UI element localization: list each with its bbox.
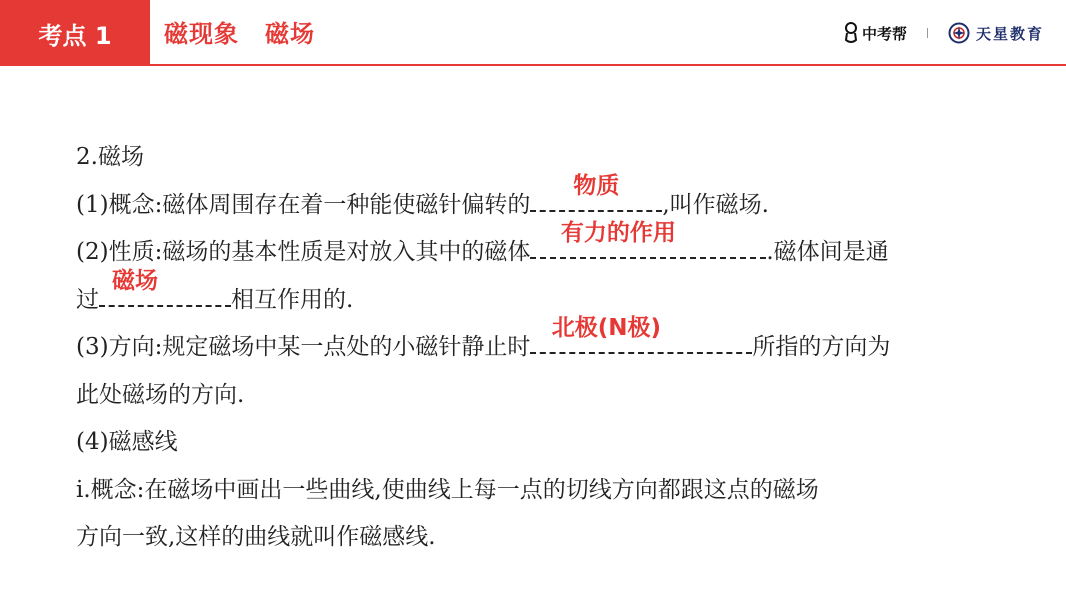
topic-title-1: 磁现象 (164, 20, 239, 48)
zhongkaobang-logo-text: 中考帮 (861, 24, 907, 43)
item-2b-text: 过 (76, 286, 99, 313)
logo-divider (927, 28, 928, 38)
tianxing-logo-text: 天星教育 (975, 24, 1044, 43)
zhongkaobang-logo (844, 22, 907, 44)
item-1-tail: ,叫作磁场. (662, 191, 769, 218)
item-2-tail: .磁体间是通 (766, 239, 889, 265)
answer-blank-1 (530, 172, 662, 212)
item-3-continued: 此处磁场的方向. (76, 381, 245, 408)
item-1-text: (1)概念:磁体周围存在着一种能使磁针偏转的 (76, 191, 531, 218)
tianxing-logo (948, 22, 1044, 44)
lightbulb-icon (844, 22, 858, 44)
item-4-i-continued: 方向一致,这样的曲线就叫作磁感线. (76, 524, 436, 550)
section-heading: 2.磁场 (76, 144, 144, 170)
item-2b-tail: 相互作用的. (231, 286, 354, 313)
answer-1: 物质 (573, 172, 620, 199)
answer-4: 北极(N极) (551, 315, 661, 341)
answer-2: 有力的作用 (560, 220, 676, 246)
answer-blank-4 (530, 315, 752, 354)
item-3-direction (76, 315, 1016, 372)
item-2-property (76, 220, 1016, 277)
item-3-tail: 所指的方向为 (752, 334, 891, 360)
answer-blank-2 (530, 220, 766, 259)
answer-3: 磁场 (112, 267, 158, 294)
content-body (76, 134, 1016, 562)
item-3-text: (3)方向:规定磁场中某一点处的小磁针静止时 (76, 334, 531, 360)
brand-logos (844, 18, 1044, 48)
topic-title-2: 磁场 (265, 20, 315, 48)
topic-title (164, 14, 315, 49)
tianxing-emblem-icon (948, 22, 970, 44)
item-4-i-concept: ⅰ.概念:在磁场中画出一些曲线,使曲线上每一点的切线方向都跟这点的磁场 (76, 476, 819, 503)
item-4-heading: (4)磁感线 (76, 429, 178, 455)
answer-blank-3 (99, 267, 231, 307)
item-2-text: (2)性质:磁场的基本性质是对放入其中的磁体 (76, 239, 531, 265)
topic-badge: 考点 1 (0, 0, 150, 66)
slide-header (0, 0, 1066, 66)
